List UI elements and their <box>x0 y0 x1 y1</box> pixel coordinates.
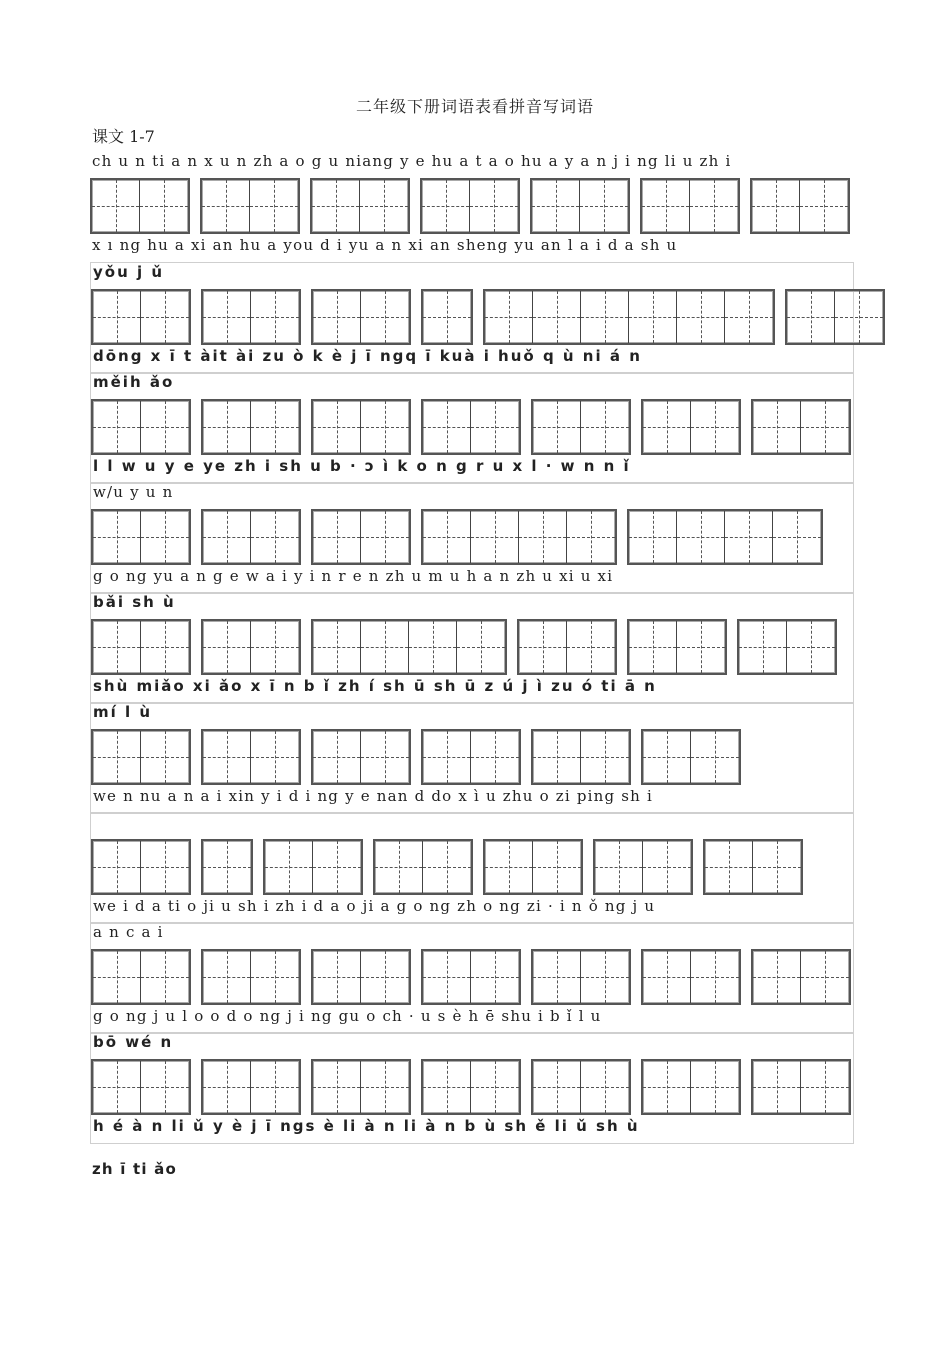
word-box[interactable] <box>311 729 411 785</box>
tianzige-cell[interactable] <box>409 621 457 673</box>
tianzige-cell[interactable] <box>141 401 189 453</box>
word-box[interactable] <box>421 289 473 345</box>
pinyin-line: ch u n ti a n x u n zh a o g u niang y e hu a t a o hu a y a n j i ng li u zh i <box>92 152 732 170</box>
writing-grid-row <box>91 619 837 675</box>
footer-pinyin: zh ī ti ǎo <box>92 1160 177 1178</box>
tianzige-cell[interactable] <box>787 291 835 343</box>
word-box[interactable] <box>751 949 851 1005</box>
tianzige-cell[interactable] <box>313 401 361 453</box>
word-box[interactable] <box>421 949 521 1005</box>
word-box[interactable] <box>91 729 191 785</box>
tianzige-cell[interactable] <box>203 731 251 783</box>
word-box[interactable] <box>421 399 521 455</box>
tianzige-cell[interactable] <box>251 291 299 343</box>
word-section <box>90 702 854 814</box>
tianzige-cell[interactable] <box>313 841 361 893</box>
word-box[interactable] <box>201 729 301 785</box>
tianzige-cell[interactable] <box>93 841 141 893</box>
word-box[interactable] <box>531 729 631 785</box>
word-section <box>90 372 854 484</box>
word-box[interactable] <box>201 399 301 455</box>
word-box[interactable] <box>201 839 253 895</box>
word-section <box>90 262 854 374</box>
tianzige-cell[interactable] <box>361 1061 409 1113</box>
word-box[interactable] <box>310 178 410 234</box>
tianzige-cell[interactable] <box>361 621 409 673</box>
word-box[interactable] <box>593 839 693 895</box>
tianzige-cell[interactable] <box>835 291 883 343</box>
tianzige-cell[interactable] <box>677 511 725 563</box>
tianzige-cell[interactable] <box>581 951 629 1003</box>
writing-grid-row <box>91 729 741 785</box>
tianzige-cell[interactable] <box>423 401 471 453</box>
tianzige-cell[interactable] <box>457 621 505 673</box>
tianzige-cell[interactable] <box>643 841 691 893</box>
tianzige-cell[interactable] <box>567 621 615 673</box>
word-box[interactable] <box>91 839 191 895</box>
tianzige-cell[interactable] <box>801 1061 849 1113</box>
tianzige-cell[interactable] <box>250 180 298 232</box>
tianzige-cell[interactable] <box>93 511 141 563</box>
lesson-range: 课文 1-7 <box>92 127 155 146</box>
tianzige-cell[interactable] <box>580 180 628 232</box>
tianzige-cell[interactable] <box>533 731 581 783</box>
tianzige-cell[interactable] <box>705 841 753 893</box>
pinyin-line: x ı ng hu a xi an hu a you d i yu a n xi an sheng yu an l a i d a sh u <box>92 236 678 254</box>
tianzige-cell[interactable] <box>265 841 313 893</box>
tianzige-cell[interactable] <box>203 401 251 453</box>
tianzige-cell[interactable] <box>140 180 188 232</box>
pinyin-line: a n c a i <box>93 923 164 941</box>
pinyin-line: w/u y u n <box>93 483 174 501</box>
word-section <box>90 1032 854 1144</box>
word-box[interactable] <box>201 619 301 675</box>
tianzige-cell[interactable] <box>643 731 691 783</box>
tianzige-cell[interactable] <box>92 180 140 232</box>
tianzige-cell[interactable] <box>422 180 470 232</box>
tianzige-cell[interactable] <box>643 1061 691 1113</box>
tianzige-cell[interactable] <box>677 291 725 343</box>
word-box[interactable] <box>483 839 583 895</box>
tianzige-cell[interactable] <box>690 180 738 232</box>
tianzige-cell[interactable] <box>581 401 629 453</box>
tianzige-cell[interactable] <box>361 511 409 563</box>
tianzige-cell[interactable] <box>203 291 251 343</box>
tianzige-cell[interactable] <box>313 951 361 1003</box>
tianzige-cell[interactable] <box>251 401 299 453</box>
tianzige-cell[interactable] <box>360 180 408 232</box>
word-box[interactable] <box>91 509 191 565</box>
tianzige-cell[interactable] <box>753 841 801 893</box>
writing-grid-row <box>91 289 885 345</box>
tianzige-cell[interactable] <box>202 180 250 232</box>
tianzige-cell[interactable] <box>691 1061 739 1113</box>
tianzige-cell[interactable] <box>251 951 299 1003</box>
word-box[interactable] <box>785 289 885 345</box>
tianzige-cell[interactable] <box>251 1061 299 1113</box>
tianzige-cell[interactable] <box>519 511 567 563</box>
word-box[interactable] <box>737 619 837 675</box>
tianzige-cell[interactable] <box>471 401 519 453</box>
tianzige-cell[interactable] <box>313 1061 361 1113</box>
pinyin-line: g o ng j u l o o d o ng j i ng gu o ch · u s è h ē shu i b ǐ l u <box>93 1007 602 1025</box>
tianzige-cell[interactable] <box>313 291 361 343</box>
word-box[interactable] <box>201 509 301 565</box>
tianzige-cell[interactable] <box>629 621 677 673</box>
word-box[interactable] <box>531 1059 631 1115</box>
tianzige-cell[interactable] <box>251 621 299 673</box>
tianzige-cell[interactable] <box>141 621 189 673</box>
word-box[interactable] <box>311 509 411 565</box>
word-box[interactable] <box>531 949 631 1005</box>
writing-grid-row <box>90 178 850 234</box>
tianzige-cell[interactable] <box>423 731 471 783</box>
tianzige-cell[interactable] <box>581 1061 629 1113</box>
tianzige-cell[interactable] <box>313 621 361 673</box>
tianzige-cell[interactable] <box>313 731 361 783</box>
word-box[interactable] <box>201 1059 301 1115</box>
tianzige-cell[interactable] <box>203 951 251 1003</box>
tianzige-cell[interactable] <box>519 621 567 673</box>
tianzige-cell[interactable] <box>361 291 409 343</box>
word-box[interactable] <box>703 839 803 895</box>
tianzige-cell[interactable] <box>361 401 409 453</box>
tianzige-cell[interactable] <box>691 951 739 1003</box>
tianzige-cell[interactable] <box>141 841 189 893</box>
word-box[interactable] <box>311 399 411 455</box>
word-box[interactable] <box>641 729 741 785</box>
tianzige-cell[interactable] <box>375 841 423 893</box>
word-box[interactable] <box>420 178 520 234</box>
tianzige-cell[interactable] <box>567 511 615 563</box>
tianzige-cell[interactable] <box>93 291 141 343</box>
pinyin-line: h é à n li ǔ y è j ī ngs è li à n li à n b ù sh ě li ǔ sh ù <box>93 1117 640 1135</box>
tianzige-cell[interactable] <box>313 511 361 563</box>
tianzige-cell[interactable] <box>725 511 773 563</box>
pinyin-line: we i d a ti o ji u sh i zh i d a o ji a g o ng zh o ng zi · i n ǒ ng j u <box>93 897 656 915</box>
word-section <box>90 592 854 704</box>
word-box[interactable] <box>750 178 850 234</box>
tianzige-cell[interactable] <box>787 621 835 673</box>
pinyin-line: we n nu a n a i xin y i d i ng y e nan d do x ì u zhu o zi ping sh i <box>93 787 654 805</box>
word-box[interactable] <box>641 399 741 455</box>
tianzige-cell[interactable] <box>691 731 739 783</box>
writing-grid-row <box>91 839 803 895</box>
word-box[interactable] <box>91 619 191 675</box>
word-box[interactable] <box>483 289 775 345</box>
tianzige-cell[interactable] <box>93 401 141 453</box>
pinyin-line: shù miǎo xi ǎo x ī n b ǐ zh í sh ū sh ū z ú j ì zu ó ti ā n <box>93 677 657 695</box>
tianzige-cell[interactable] <box>595 841 643 893</box>
word-box[interactable] <box>91 289 191 345</box>
tianzige-cell[interactable] <box>203 621 251 673</box>
pinyin-line: g o ng yu a n g e w a i y i n r e n zh u m u h a n zh u xi u xi <box>93 567 614 585</box>
tianzige-cell[interactable] <box>251 731 299 783</box>
tianzige-cell[interactable] <box>471 1061 519 1113</box>
tianzige-cell[interactable] <box>203 841 251 893</box>
word-box[interactable] <box>311 949 411 1005</box>
tianzige-cell[interactable] <box>532 180 580 232</box>
tianzige-cell[interactable] <box>141 951 189 1003</box>
tianzige-cell[interactable] <box>643 401 691 453</box>
tianzige-cell[interactable] <box>581 291 629 343</box>
writing-grid-row <box>91 949 851 1005</box>
word-box[interactable] <box>517 619 617 675</box>
word-box[interactable] <box>531 399 631 455</box>
word-box[interactable] <box>200 178 300 234</box>
tianzige-cell[interactable] <box>93 621 141 673</box>
tianzige-cell[interactable] <box>471 951 519 1003</box>
tianzige-cell[interactable] <box>533 401 581 453</box>
word-section <box>90 812 854 924</box>
tianzige-cell[interactable] <box>691 401 739 453</box>
tianzige-cell[interactable] <box>533 1061 581 1113</box>
word-box[interactable] <box>201 949 301 1005</box>
tianzige-cell[interactable] <box>141 511 189 563</box>
tianzige-cell[interactable] <box>801 401 849 453</box>
pinyin-line: mí l ù <box>93 703 153 721</box>
word-box[interactable] <box>263 839 363 895</box>
pinyin-line: yǒu j ǔ <box>93 263 165 281</box>
word-box[interactable] <box>627 509 823 565</box>
tianzige-cell[interactable] <box>423 1061 471 1113</box>
tianzige-cell[interactable] <box>141 1061 189 1113</box>
tianzige-cell[interactable] <box>471 511 519 563</box>
word-box[interactable] <box>90 178 190 234</box>
word-box[interactable] <box>91 949 191 1005</box>
tianzige-cell[interactable] <box>725 291 773 343</box>
tianzige-cell[interactable] <box>533 951 581 1003</box>
tianzige-cell[interactable] <box>581 731 629 783</box>
pinyin-line: dōng x ī t àit ài zu ò k è j ī ngq ī kuà i huǒ q ù ni á n <box>93 347 642 365</box>
tianzige-cell[interactable] <box>739 621 787 673</box>
word-box[interactable] <box>421 729 521 785</box>
pinyin-line: bǎi sh ù <box>93 593 176 611</box>
tianzige-cell[interactable] <box>141 291 189 343</box>
tianzige-cell[interactable] <box>203 1061 251 1113</box>
pinyin-line: l l w u y e ye zh i sh u b · ɔ ì k o n g r u x l · w n n ǐ <box>93 457 631 475</box>
writing-grid-row <box>91 509 823 565</box>
tianzige-cell[interactable] <box>471 731 519 783</box>
tianzige-cell[interactable] <box>753 401 801 453</box>
tianzige-cell[interactable] <box>423 511 471 563</box>
tianzige-cell[interactable] <box>423 841 471 893</box>
tianzige-cell[interactable] <box>801 951 849 1003</box>
tianzige-cell[interactable] <box>93 1061 141 1113</box>
word-section <box>90 482 854 594</box>
word-box[interactable] <box>530 178 630 234</box>
tianzige-cell[interactable] <box>312 180 360 232</box>
tianzige-cell[interactable] <box>677 621 725 673</box>
tianzige-cell[interactable] <box>533 841 581 893</box>
word-box[interactable] <box>373 839 473 895</box>
writing-grid-row <box>91 1059 851 1115</box>
tianzige-cell[interactable] <box>642 180 690 232</box>
tianzige-cell[interactable] <box>533 291 581 343</box>
tianzige-cell[interactable] <box>773 511 821 563</box>
pinyin-line: bō wé n <box>93 1033 174 1051</box>
tianzige-cell[interactable] <box>251 511 299 563</box>
word-box[interactable] <box>91 1059 191 1115</box>
tianzige-cell[interactable] <box>485 291 533 343</box>
word-box[interactable] <box>640 178 740 234</box>
word-box[interactable] <box>201 289 301 345</box>
word-box[interactable] <box>311 1059 411 1115</box>
word-box[interactable] <box>641 949 741 1005</box>
tianzige-cell[interactable] <box>203 511 251 563</box>
word-box[interactable] <box>421 1059 521 1115</box>
writing-grid-row <box>91 399 851 455</box>
word-box[interactable] <box>91 399 191 455</box>
tianzige-cell[interactable] <box>361 951 409 1003</box>
tianzige-cell[interactable] <box>629 291 677 343</box>
word-section <box>90 922 854 1034</box>
word-box[interactable] <box>421 509 617 565</box>
word-box[interactable] <box>311 619 507 675</box>
word-section <box>90 152 852 262</box>
tianzige-cell[interactable] <box>423 951 471 1003</box>
tianzige-cell[interactable] <box>629 511 677 563</box>
tianzige-cell[interactable] <box>470 180 518 232</box>
tianzige-cell[interactable] <box>485 841 533 893</box>
tianzige-cell[interactable] <box>93 951 141 1003</box>
tianzige-cell[interactable] <box>753 1061 801 1113</box>
tianzige-cell[interactable] <box>93 731 141 783</box>
page-title: 二年级下册词语表看拼音写词语 <box>355 97 594 116</box>
tianzige-cell[interactable] <box>361 731 409 783</box>
tianzige-cell[interactable] <box>141 731 189 783</box>
pinyin-line: měih ǎo <box>93 373 175 391</box>
tianzige-cell[interactable] <box>643 951 691 1003</box>
tianzige-cell[interactable] <box>800 180 848 232</box>
tianzige-cell[interactable] <box>752 180 800 232</box>
tianzige-cell[interactable] <box>753 951 801 1003</box>
word-box[interactable] <box>751 399 851 455</box>
word-box[interactable] <box>311 289 411 345</box>
word-box[interactable] <box>751 1059 851 1115</box>
word-box[interactable] <box>627 619 727 675</box>
word-box[interactable] <box>641 1059 741 1115</box>
tianzige-cell[interactable] <box>423 291 471 343</box>
